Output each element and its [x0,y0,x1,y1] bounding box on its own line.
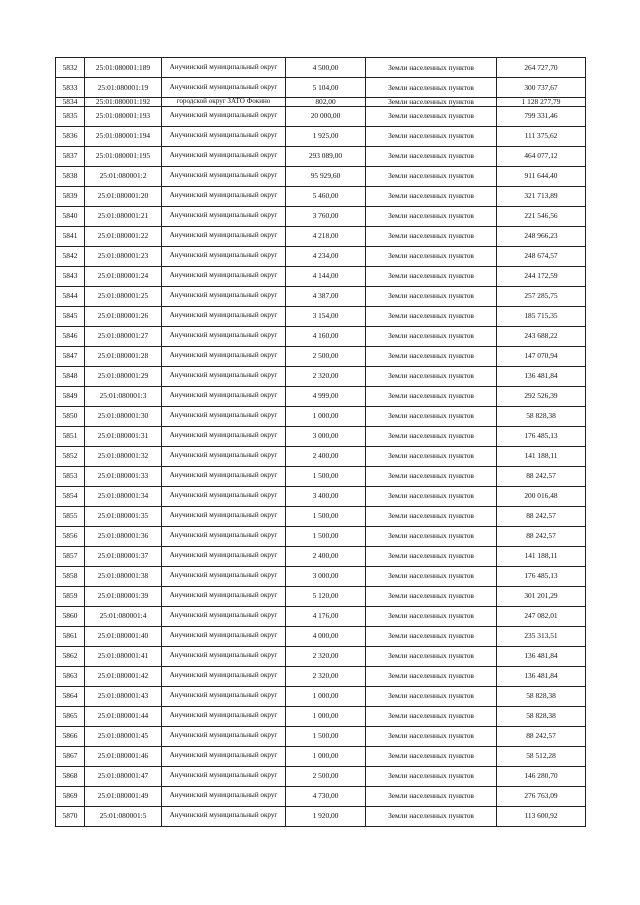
row-number-cell: 5870 [56,806,85,826]
cadastral-value-cell: 185 715,35 [497,306,586,326]
municipality-cell: Анучинский муниципальный округ [162,126,286,146]
table-row [56,98,586,107]
municipality-cell: Анучинский муниципальный округ [162,306,286,326]
cadastral-number-cell: 25:01:080001:21 [85,206,162,226]
land-category-cell: Земли населенных пунктов [366,126,497,146]
table-row [56,586,586,606]
cadastral-value-cell: 58 828,38 [497,686,586,706]
municipality-cell: Анучинский муниципальный округ [162,666,286,686]
cadastral-number-cell: 25:01:080001:195 [85,146,162,166]
table-row [56,786,586,806]
cadastral-value-cell: 248 966,23 [497,226,586,246]
table-row [56,346,586,366]
municipality-cell: Анучинский муниципальный округ [162,706,286,726]
table-row [56,246,586,266]
cadastral-value-cell: 221 546,56 [497,206,586,226]
land-category-cell: Земли населенных пунктов [366,366,497,386]
land-category-cell: Земли населенных пунктов [366,58,497,78]
land-category-cell: Земли населенных пунктов [366,78,497,98]
land-category-cell: Земли населенных пунктов [366,346,497,366]
cadastral-number-cell: 25:01:080001:40 [85,626,162,646]
municipality-cell: Анучинский муниципальный округ [162,206,286,226]
cadastral-value-cell: 200 016,48 [497,486,586,506]
municipality-cell: Анучинский муниципальный округ [162,746,286,766]
land-category-cell: Земли населенных пунктов [366,266,497,286]
cadastral-number-cell: 25:01:080001:41 [85,646,162,666]
area-cell: 4 999,00 [286,386,366,406]
area-cell: 5 120,00 [286,586,366,606]
cadastral-value-cell: 244 172,59 [497,266,586,286]
cadastral-number-cell: 25:01:080001:189 [85,58,162,78]
municipality-cell: Анучинский муниципальный округ [162,586,286,606]
area-cell: 20 000,00 [286,106,366,126]
area-cell: 1 000,00 [286,706,366,726]
table-row [56,686,586,706]
table-row [56,266,586,286]
municipality-cell: Анучинский муниципальный округ [162,626,286,646]
land-category-cell: Земли населенных пунктов [366,206,497,226]
cadastral-value-cell: 111 375,62 [497,126,586,146]
land-category-cell: Земли населенных пунктов [366,98,497,107]
cadastral-value-cell: 1 128 277,79 [497,98,586,107]
municipality-cell: Анучинский муниципальный округ [162,606,286,626]
cadastral-value-cell: 235 313,51 [497,626,586,646]
row-number-cell: 5840 [56,206,85,226]
table-row [56,406,586,426]
land-category-cell: Земли населенных пунктов [366,386,497,406]
cadastral-number-cell: 25:01:080001:31 [85,426,162,446]
cadastral-number-cell: 25:01:080001:5 [85,806,162,826]
area-cell: 5 460,00 [286,186,366,206]
land-category-cell: Земли населенных пунктов [366,106,497,126]
cadastral-value-cell: 300 737,67 [497,78,586,98]
cadastral-value-cell: 88 242,57 [497,506,586,526]
row-number-cell: 5832 [56,58,85,78]
row-number-cell: 5855 [56,506,85,526]
land-category-cell: Земли населенных пунктов [366,186,497,206]
area-cell: 1 500,00 [286,466,366,486]
cadastral-value-cell: 58 512,28 [497,746,586,766]
cadastral-number-cell: 25:01:080001:30 [85,406,162,426]
row-number-cell: 5856 [56,526,85,546]
municipality-cell: Анучинский муниципальный округ [162,486,286,506]
area-cell: 1 000,00 [286,746,366,766]
cadastral-number-cell: 25:01:080001:26 [85,306,162,326]
cadastral-value-cell: 58 828,38 [497,406,586,426]
cadastral-number-cell: 25:01:080001:19 [85,78,162,98]
land-category-cell: Земли населенных пунктов [366,626,497,646]
municipality-cell: Анучинский муниципальный округ [162,806,286,826]
row-number-cell: 5843 [56,266,85,286]
table-row [56,286,586,306]
table-row [56,426,586,446]
cadastral-number-cell: 25:01:080001:4 [85,606,162,626]
area-cell: 3 400,00 [286,486,366,506]
area-cell: 4 160,00 [286,326,366,346]
municipality-cell: Анучинский муниципальный округ [162,466,286,486]
land-category-cell: Земли населенных пунктов [366,286,497,306]
cadastral-number-cell: 25:01:080001:27 [85,326,162,346]
table-row [56,666,586,686]
table-row [56,366,586,386]
land-category-cell: Земли населенных пунктов [366,806,497,826]
cadastral-number-cell: 25:01:080001:36 [85,526,162,546]
municipality-cell: Анучинский муниципальный округ [162,346,286,366]
area-cell: 2 500,00 [286,346,366,366]
table-row [56,206,586,226]
cadastral-value-cell: 276 763,09 [497,786,586,806]
area-cell: 1 500,00 [286,506,366,526]
cadastral-number-cell: 25:01:080001:25 [85,286,162,306]
land-category-cell: Земли населенных пунктов [366,446,497,466]
cadastral-number-cell: 25:01:080001:49 [85,786,162,806]
area-cell: 4 500,00 [286,58,366,78]
land-category-cell: Земли населенных пунктов [366,606,497,626]
municipality-cell: Анучинский муниципальный округ [162,526,286,546]
cadastral-number-cell: 25:01:080001:24 [85,266,162,286]
area-cell: 3 154,00 [286,306,366,326]
cadastral-value-cell: 58 828,38 [497,706,586,726]
cadastral-number-cell: 25:01:080001:192 [85,98,162,107]
area-cell: 2 320,00 [286,366,366,386]
land-category-cell: Земли населенных пунктов [366,226,497,246]
row-number-cell: 5833 [56,78,85,98]
table-row [56,386,586,406]
row-number-cell: 5853 [56,466,85,486]
land-category-cell: Земли населенных пунктов [366,726,497,746]
cadastral-number-cell: 25:01:080001:33 [85,466,162,486]
area-cell: 4 000,00 [286,626,366,646]
cadastral-number-cell: 25:01:080001:3 [85,386,162,406]
row-number-cell: 5857 [56,546,85,566]
land-category-cell: Земли населенных пунктов [366,766,497,786]
cadastral-number-cell: 25:01:080001:193 [85,106,162,126]
municipality-cell: Анучинский муниципальный округ [162,166,286,186]
row-number-cell: 5852 [56,446,85,466]
area-cell: 4 176,00 [286,606,366,626]
cadastral-number-cell: 25:01:080001:37 [85,546,162,566]
area-cell: 2 320,00 [286,646,366,666]
cadastral-value-cell: 176 485,13 [497,426,586,446]
land-registry-table [55,57,586,827]
table-row [56,806,586,826]
land-category-cell: Земли населенных пунктов [366,646,497,666]
cadastral-value-cell: 799 331,46 [497,106,586,126]
cadastral-value-cell: 248 674,57 [497,246,586,266]
area-cell: 4 730,00 [286,786,366,806]
cadastral-number-cell: 25:01:080001:2 [85,166,162,186]
area-cell: 2 400,00 [286,446,366,466]
row-number-cell: 5863 [56,666,85,686]
cadastral-value-cell: 88 242,57 [497,726,586,746]
land-category-cell: Земли населенных пунктов [366,406,497,426]
cadastral-number-cell: 25:01:080001:29 [85,366,162,386]
table-row [56,226,586,246]
municipality-cell: Анучинский муниципальный округ [162,566,286,586]
row-number-cell: 5869 [56,786,85,806]
cadastral-value-cell: 464 077,12 [497,146,586,166]
area-cell: 802,00 [286,98,366,107]
land-category-cell: Земли населенных пунктов [366,546,497,566]
table-row [56,746,586,766]
municipality-cell: Анучинский муниципальный округ [162,766,286,786]
cadastral-number-cell: 25:01:080001:46 [85,746,162,766]
area-cell: 5 104,00 [286,78,366,98]
row-number-cell: 5848 [56,366,85,386]
land-category-cell: Земли населенных пунктов [366,466,497,486]
land-category-cell: Земли населенных пунктов [366,246,497,266]
row-number-cell: 5851 [56,426,85,446]
row-number-cell: 5858 [56,566,85,586]
cadastral-value-cell: 88 242,57 [497,466,586,486]
row-number-cell: 5865 [56,706,85,726]
row-number-cell: 5842 [56,246,85,266]
land-category-cell: Земли населенных пунктов [366,706,497,726]
table-row [56,166,586,186]
land-category-cell: Земли населенных пунктов [366,326,497,346]
municipality-cell: Анучинский муниципальный округ [162,406,286,426]
land-category-cell: Земли населенных пунктов [366,666,497,686]
municipality-cell: Анучинский муниципальный округ [162,58,286,78]
table-row [56,126,586,146]
cadastral-value-cell: 147 070,94 [497,346,586,366]
table-row [56,566,586,586]
row-number-cell: 5844 [56,286,85,306]
municipality-cell: Анучинский муниципальный округ [162,286,286,306]
cadastral-value-cell: 292 526,39 [497,386,586,406]
row-number-cell: 5845 [56,306,85,326]
row-number-cell: 5868 [56,766,85,786]
land-category-cell: Земли населенных пунктов [366,506,497,526]
municipality-cell: Анучинский муниципальный округ [162,786,286,806]
row-number-cell: 5866 [56,726,85,746]
table-row [56,626,586,646]
land-category-cell: Земли населенных пунктов [366,146,497,166]
cadastral-number-cell: 25:01:080001:34 [85,486,162,506]
cadastral-number-cell: 25:01:080001:42 [85,666,162,686]
area-cell: 1 000,00 [286,686,366,706]
row-number-cell: 5867 [56,746,85,766]
cadastral-value-cell: 243 688,22 [497,326,586,346]
cadastral-value-cell: 88 242,57 [497,526,586,546]
table-row [56,446,586,466]
row-number-cell: 5847 [56,346,85,366]
area-cell: 4 144,00 [286,266,366,286]
area-cell: 293 089,00 [286,146,366,166]
area-cell: 1 500,00 [286,526,366,546]
cadastral-value-cell: 247 082,01 [497,606,586,626]
land-category-cell: Земли населенных пунктов [366,306,497,326]
row-number-cell: 5850 [56,406,85,426]
cadastral-number-cell: 25:01:080001:47 [85,766,162,786]
row-number-cell: 5835 [56,106,85,126]
area-cell: 2 500,00 [286,766,366,786]
cadastral-number-cell: 25:01:080001:194 [85,126,162,146]
cadastral-number-cell: 25:01:080001:32 [85,446,162,466]
municipality-cell: Анучинский муниципальный округ [162,366,286,386]
area-cell: 3 000,00 [286,426,366,446]
municipality-cell: Анучинский муниципальный округ [162,146,286,166]
row-number-cell: 5862 [56,646,85,666]
table-row [56,726,586,746]
table-row [56,466,586,486]
row-number-cell: 5859 [56,586,85,606]
land-category-cell: Земли населенных пунктов [366,686,497,706]
cadastral-number-cell: 25:01:080001:20 [85,186,162,206]
table-row [56,766,586,786]
table-row [56,506,586,526]
area-cell: 1 920,00 [286,806,366,826]
row-number-cell: 5837 [56,146,85,166]
table-row [56,526,586,546]
area-cell: 2 320,00 [286,666,366,686]
row-number-cell: 5838 [56,166,85,186]
municipality-cell: Анучинский муниципальный округ [162,546,286,566]
land-category-cell: Земли населенных пунктов [366,566,497,586]
row-number-cell: 5846 [56,326,85,346]
table-row [56,706,586,726]
table-row [56,546,586,566]
table-row [56,78,586,98]
land-category-cell: Земли населенных пунктов [366,526,497,546]
area-cell: 3 000,00 [286,566,366,586]
cadastral-value-cell: 136 481,84 [497,366,586,386]
cadastral-number-cell: 25:01:080001:38 [85,566,162,586]
area-cell: 4 218,00 [286,226,366,246]
row-number-cell: 5860 [56,606,85,626]
area-cell: 1 000,00 [286,406,366,426]
municipality-cell: городской округ ЗАТО Фокино [162,98,286,107]
municipality-cell: Анучинский муниципальный округ [162,246,286,266]
row-number-cell: 5861 [56,626,85,646]
cadastral-value-cell: 146 280,70 [497,766,586,786]
cadastral-number-cell: 25:01:080001:43 [85,686,162,706]
municipality-cell: Анучинский муниципальный округ [162,426,286,446]
row-number-cell: 5839 [56,186,85,206]
table-row [56,58,586,78]
table-row [56,106,586,126]
municipality-cell: Анучинский муниципальный округ [162,78,286,98]
cadastral-number-cell: 25:01:080001:35 [85,506,162,526]
municipality-cell: Анучинский муниципальный округ [162,686,286,706]
cadastral-value-cell: 113 600,92 [497,806,586,826]
cadastral-value-cell: 257 285,75 [497,286,586,306]
area-cell: 95 929,60 [286,166,366,186]
table-row [56,146,586,166]
registry-body [56,58,586,827]
land-category-cell: Земли населенных пунктов [366,486,497,506]
cadastral-number-cell: 25:01:080001:45 [85,726,162,746]
land-category-cell: Земли населенных пунктов [366,786,497,806]
row-number-cell: 5834 [56,98,85,107]
table-row [56,326,586,346]
area-cell: 4 234,00 [286,246,366,266]
municipality-cell: Анучинский муниципальный округ [162,726,286,746]
area-cell: 4 387,00 [286,286,366,306]
cadastral-number-cell: 25:01:080001:39 [85,586,162,606]
municipality-cell: Анучинский муниципальный округ [162,446,286,466]
cadastral-value-cell: 141 188,11 [497,546,586,566]
cadastral-value-cell: 321 713,89 [497,186,586,206]
area-cell: 3 760,00 [286,206,366,226]
cadastral-value-cell: 911 644,40 [497,166,586,186]
row-number-cell: 5854 [56,486,85,506]
row-number-cell: 5841 [56,226,85,246]
municipality-cell: Анучинский муниципальный округ [162,226,286,246]
land-category-cell: Земли населенных пунктов [366,746,497,766]
table-row [56,646,586,666]
municipality-cell: Анучинский муниципальный округ [162,266,286,286]
row-number-cell: 5864 [56,686,85,706]
cadastral-value-cell: 136 481,84 [497,666,586,686]
row-number-cell: 5849 [56,386,85,406]
cadastral-value-cell: 136 481,84 [497,646,586,666]
cadastral-value-cell: 301 201,29 [497,586,586,606]
municipality-cell: Анучинский муниципальный округ [162,106,286,126]
row-number-cell: 5836 [56,126,85,146]
municipality-cell: Анучинский муниципальный округ [162,386,286,406]
table-row [56,606,586,626]
area-cell: 1 500,00 [286,726,366,746]
cadastral-value-cell: 176 485,13 [497,566,586,586]
municipality-cell: Анучинский муниципальный округ [162,506,286,526]
table-row [56,306,586,326]
municipality-cell: Анучинский муниципальный округ [162,186,286,206]
municipality-cell: Анучинский муниципальный округ [162,326,286,346]
table-row [56,186,586,206]
table-row [56,486,586,506]
land-category-cell: Земли населенных пунктов [366,426,497,446]
area-cell: 2 400,00 [286,546,366,566]
cadastral-value-cell: 141 188,11 [497,446,586,466]
land-category-cell: Земли населенных пунктов [366,586,497,606]
cadastral-number-cell: 25:01:080001:28 [85,346,162,366]
cadastral-value-cell: 264 727,70 [497,58,586,78]
land-category-cell: Земли населенных пунктов [366,166,497,186]
cadastral-number-cell: 25:01:080001:44 [85,706,162,726]
cadastral-number-cell: 25:01:080001:23 [85,246,162,266]
cadastral-number-cell: 25:01:080001:22 [85,226,162,246]
area-cell: 1 925,00 [286,126,366,146]
municipality-cell: Анучинский муниципальный округ [162,646,286,666]
